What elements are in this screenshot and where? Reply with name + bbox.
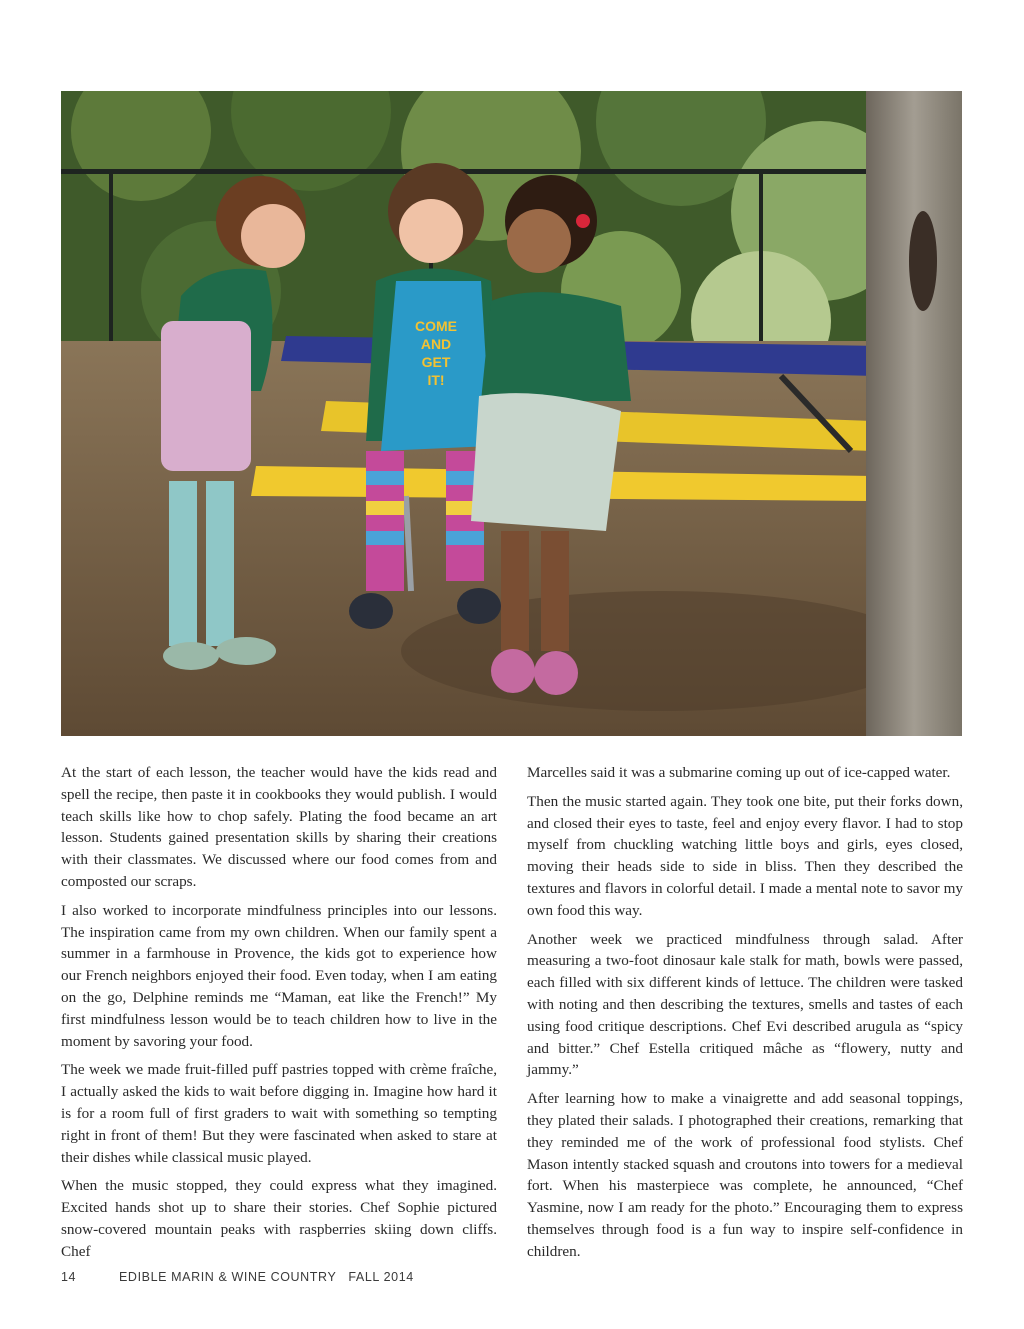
paragraph: Then the music started again. They took one bite, put their forks down, and closed their eyes to taste, feel and enjoy every flavor. I had to stop myself from chuckling watching little boys and girls, eyes closed, moving their heads side to side in bliss. Then they described the textures and flavors in colorful detail. I made a mental note to savor my own food this way. [527, 792, 963, 919]
page-number: 14 [61, 1270, 77, 1284]
paragraph: The week we made fruit-filled puff pastries topped with crème fraîche, I actually asked the kids to wait before digging in. Imagine how hard it is for a room full of first graders to wait with something so tempting right in front of them! But they were fascinated when asked to stare at their dishes while classical music played. [61, 1061, 497, 1166]
issue-date: FALL 2014 [348, 1270, 414, 1284]
paragraph: Marcelles said it was a submarine coming up out of ice-capped water. [527, 764, 951, 781]
page-footer [61, 1270, 414, 1284]
photo-icon [61, 91, 962, 736]
paragraph: I also worked to incorporate mindfulness principles into our lessons. The inspiration came from my own children. When our family spent a summer in a farmhouse in Provence, the kids got to experience how our French neighbors enjoyed their food. Even today, when I am eating on the go, Delphine reminds me “Maman, eat like the French!” My first mindfulness lesson would be to teach children how to live in the moment by savoring your food. [61, 901, 497, 1050]
svg-text:IT!: IT! [427, 372, 445, 388]
article-photo [61, 91, 962, 736]
article-column-left [61, 762, 497, 1270]
paragraph: At the start of each lesson, the teacher would have the kids read and spell the recipe, then paste it in cookbooks they would publish. I would teach skills like how to chop safely. Plating the food became an art lesson. Students gained presentation skills by sharing their creations with their classmates. We discussed where our food comes from and composted our scraps. [61, 764, 497, 890]
paragraph: Another week we practiced mindfulness through salad. After measuring a two-foot dinosaur kale stalk for math, bowls were passed, each filled with six different kinds of lettuce. The children were tasked with noting and then describing the textures, smells and tastes of each using food critique descriptions. Chef Evi described arugula as “spicy and bitter.” Chef Estella critiqued mâche as “flowery, nutty and jammy.” [527, 930, 963, 1079]
paragraph: After learning how to make a vinaigrette and add seasonal toppings, they plated their salads. I photographed their creations, remarking that they reminded me of the work of professional food stylists. Chef Mason intently stacked squash and croutons into towers for a medieval fort. When his masterpiece was complete, he announced, “Chef Yasmine, now I am ready for the photo.” Encouraging them to express themselves through food is a fun way to inspire self-confidence in children. [527, 1090, 963, 1260]
svg-text:GET: GET [421, 354, 451, 370]
svg-text:AND: AND [420, 336, 452, 352]
article-column-right [527, 762, 963, 1270]
svg-text:COME: COME [415, 318, 457, 334]
paragraph: When the music stopped, they could express what they imagined. Excited hands shot up to share their stories. Chef Sophie pictured snow-covered mountain peaks with raspberries skiing down cliffs. Chef [61, 1177, 497, 1260]
publication-name: EDIBLE MARIN & WINE COUNTRY [119, 1270, 337, 1284]
